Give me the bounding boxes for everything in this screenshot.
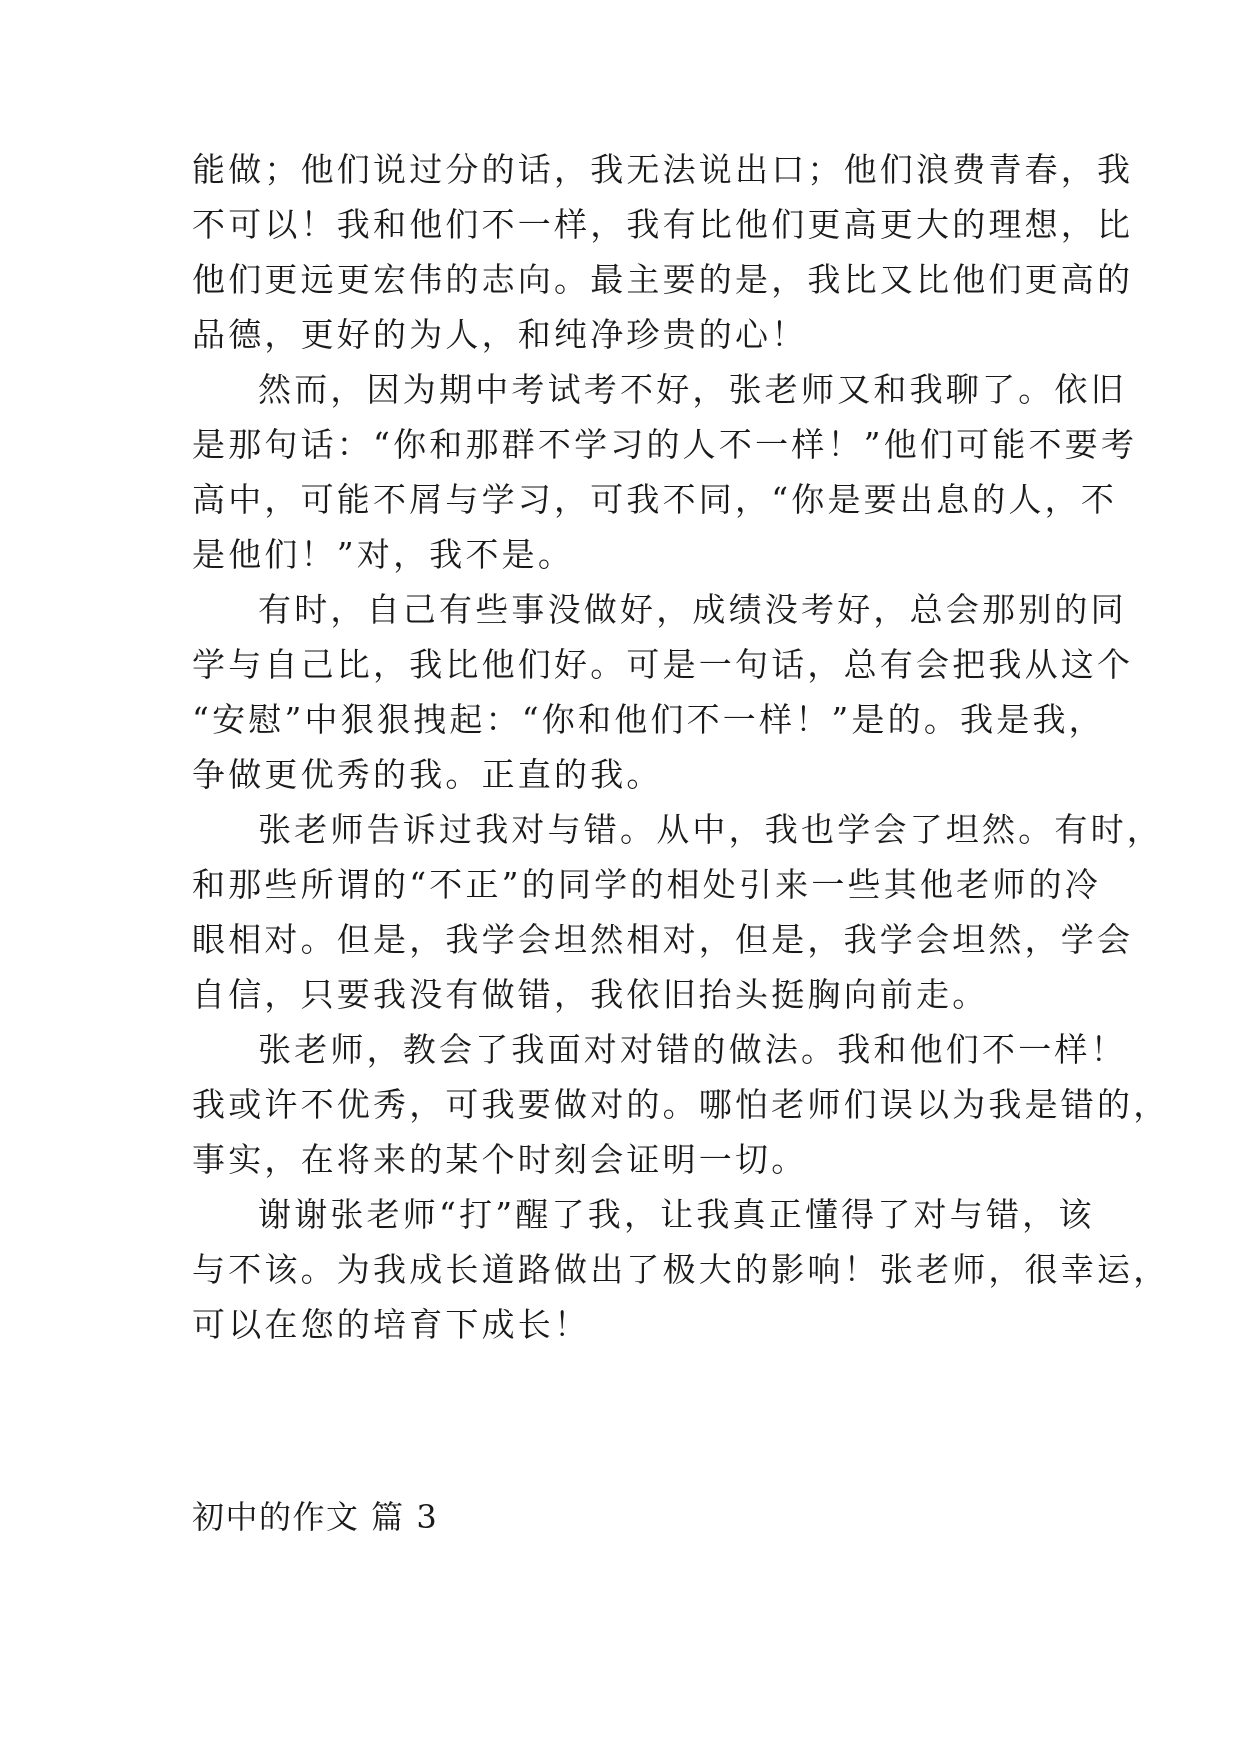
text-line: 争做更优秀的我。正直的我。 xyxy=(192,755,663,794)
text-line: 与不该。为我成长道路做出了极大的影响！张老师，很幸运， xyxy=(192,1250,1170,1289)
text-line: “安慰”中狠狠拽起：“你和他们不一样！”是的。我是我， xyxy=(192,700,1105,739)
text-line: 是他们！”对，我不是。 xyxy=(192,535,575,574)
text-line: 我或许不优秀，可我要做对的。哪怕老师们误以为我是错的， xyxy=(192,1085,1170,1124)
paragraph-first-line: 张老师，教会了我面对对错的做法。我和他们不一样！ xyxy=(258,1030,1127,1069)
paragraph-first-line: 有时，自己有些事没做好，成绩没考好，总会那别的同 xyxy=(258,590,1127,629)
text-line: 高中，可能不屑与学习，可我不同，“你是要出息的人，不 xyxy=(192,480,1118,519)
text-line: 能做；他们说过分的话，我无法说出口；他们浪费青春，我 xyxy=(192,150,1134,189)
text-line: 可以在您的培育下成长！ xyxy=(192,1305,591,1344)
text-line: 他们更远更宏伟的志向。最主要的是，我比又比他们更高的 xyxy=(192,260,1134,299)
text-line: 品德，更好的为人，和纯净珍贵的心！ xyxy=(192,315,808,354)
text-line: 不可以！我和他们不一样，我有比他们更高更大的理想，比 xyxy=(192,205,1134,244)
section-heading: 初中的作文 篇 3 xyxy=(192,1498,439,1536)
text-line: 事实，在将来的某个时刻会证明一切。 xyxy=(192,1140,808,1179)
text-line: 自信，只要我没有做错，我依旧抬头挺胸向前走。 xyxy=(192,975,989,1014)
text-line: 是那句话：“你和那群不学习的人不一样！”他们可能不要考 xyxy=(192,425,1138,464)
text-line: 眼相对。但是，我学会坦然相对，但是，我学会坦然，学会 xyxy=(192,920,1134,959)
text-line: 学与自己比，我比他们好。可是一句话，总有会把我从这个 xyxy=(192,645,1134,684)
paragraph-first-line: 然而，因为期中考试考不好，张老师又和我聊了。依旧 xyxy=(258,370,1127,409)
paragraph-first-line: 张老师告诉过我对与错。从中，我也学会了坦然。有时， xyxy=(258,810,1163,849)
paragraph-first-line: 谢谢张老师“打”醒了我，让我真正懂得了对与错，该 xyxy=(258,1195,1095,1234)
text-line: 和那些所谓的“不正”的同学的相处引来一些其他老师的冷 xyxy=(192,865,1101,904)
